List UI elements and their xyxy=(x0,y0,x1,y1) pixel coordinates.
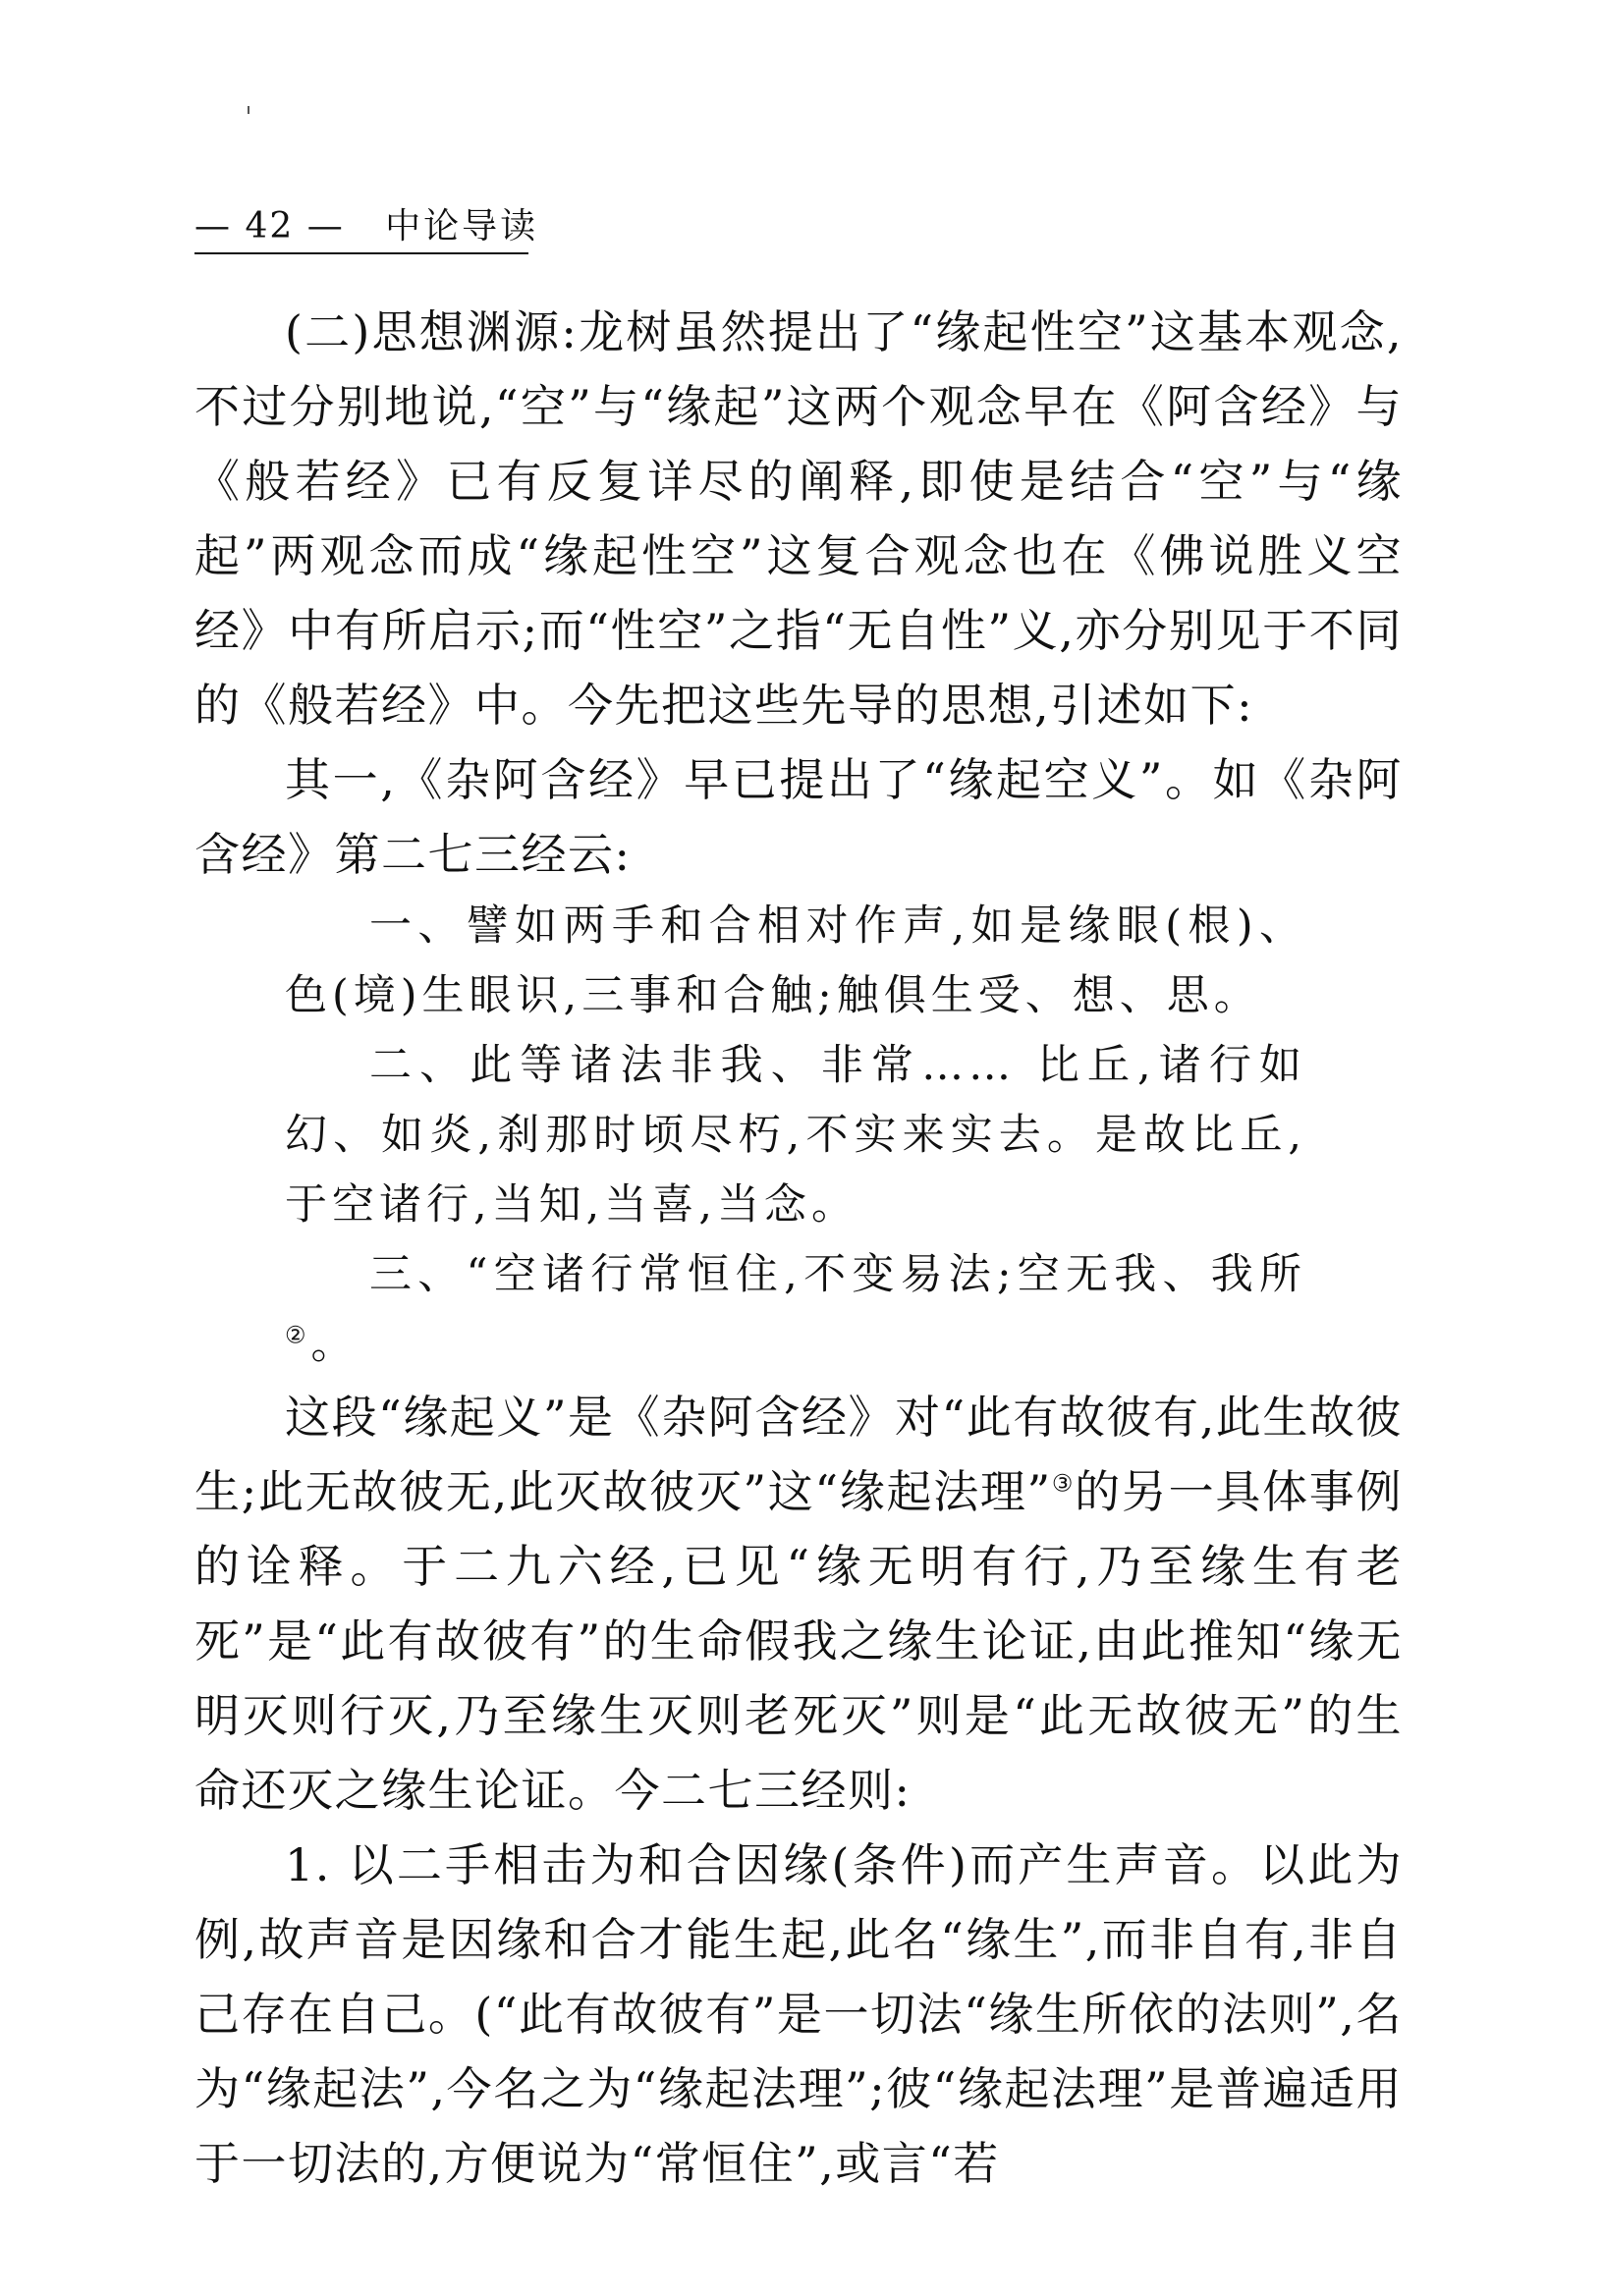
page-body xyxy=(194,295,1403,2201)
page-number: — 42 — xyxy=(194,206,345,246)
quote-item-3-end: 。 xyxy=(310,1320,359,1369)
paragraph-explanation xyxy=(194,1380,1403,1828)
sutra-quotation xyxy=(194,892,1306,1380)
paragraph-origins: (二)思想渊源:龙树虽然提出了“缘起性空”这基本观念,不过分别地说,“空”与“缘起”这两个观念早在《阿含经》与《般若经》已有反复详尽的阐释,即使是结合“空”与“缘起”两观念而成“缘起性空”这复合观念也在《佛说胜义空经》中有所启示;而“性空”之指“无自性”义,亦分别见于不同的《般若经》中。今先把这些先导的思想,引述如下: xyxy=(194,305,1403,732)
footnote-ref-2: ② xyxy=(285,1321,311,1349)
scan-mark xyxy=(248,106,249,114)
paragraph-explanation-a: 这段“缘起义”是《杂阿含经》对“此有故彼有,此生故彼生;此无故彼无,此灭故彼灭”这“缘起法理” xyxy=(194,1391,1403,1518)
footnote-ref-3: ③ xyxy=(1051,1469,1076,1498)
running-header xyxy=(194,201,539,254)
book-title: 中论导读 xyxy=(385,206,539,246)
paragraph-first-point: 其一,《杂阿含经》早已提出了“缘起空义”。如《杂阿含经》第二七三经云: xyxy=(194,753,1403,881)
quote-item-3-text: 三、“空诸行常恒住,不变易法;空无我、我所 xyxy=(369,1250,1306,1299)
quote-item-2: 二、此等诸法非我、非常…… 比丘,诸行如幻、如炎,刹那时顷尽朽,不实来实去。是故比丘,于空诸行,当知,当喜,当念。 xyxy=(285,1041,1306,1230)
quote-item-3 xyxy=(285,1240,1306,1380)
quote-item-1: 一、譬如两手和合相对作声,如是缘眼(根)、色(境)生眼识,三事和合触;触俱生受、想、思。 xyxy=(285,902,1306,1020)
paragraph-explanation-b: 的另一具体事例的诠释。于二九六经,已见“缘无明有行,乃至缘生有老死”是“此有故彼有”的生命假我之缘生论证,由此推知“缘无明灭则行灭,乃至缘生灭则老死灭”则是“此无故彼无”的生命还灭之缘生论证。今二七三经则: xyxy=(194,1465,1404,1817)
paragraph-numbered-1: 1. 以二手相击为和合因缘(条件)而产生声音。以此为例,故声音是因缘和合才能生起,此名“缘生”,而非自有,非自己存在自己。(“此有故彼有”是一切法“缘生所依的法则”,名为“缘起法”,今名之为“缘起法理”;彼“缘起法理”是普遍适用于一切法的,方便说为“常恒住”,或言“若 xyxy=(194,1838,1403,2190)
